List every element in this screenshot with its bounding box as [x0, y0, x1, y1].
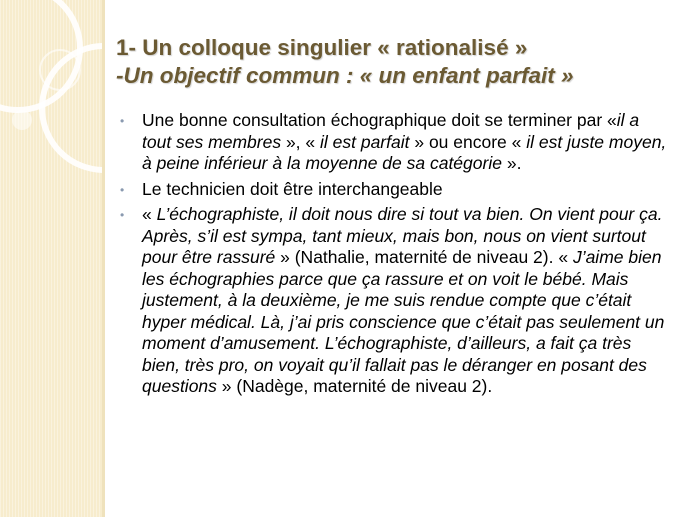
text-segment: « [142, 204, 157, 224]
text-segment: » ou encore « [409, 131, 527, 152]
bullet-dot-icon: • [120, 182, 125, 197]
bullet-text [142, 110, 666, 173]
bullet-item [118, 179, 670, 201]
text-segment: » (Nadège, maternité de niveau 2). [216, 376, 493, 396]
decorative-circles [0, 0, 102, 517]
title-line-1: 1- Un colloque singulier « rationalisé » [116, 35, 528, 60]
slide-title [116, 34, 676, 90]
text-segment: Une bonne consultation échographique doit se terminer par « [142, 110, 617, 130]
bullet-dot-icon: • [120, 114, 125, 128]
italic-quote: il a tout ses membres [142, 110, 640, 152]
bullet-list [118, 110, 670, 402]
decorative-left-band [0, 0, 102, 517]
bullet-text [142, 179, 443, 199]
bullet-item [118, 204, 670, 398]
title-line-2: -Un objectif commun : « un enfant parfait » [116, 63, 574, 88]
bullet-dot-icon: • [120, 208, 125, 222]
text-segment: Le technicien doit être interchangeable [142, 178, 443, 199]
band-edge [102, 0, 105, 517]
bullet-item [118, 110, 670, 175]
italic-quote: J’aime bien les échographies parce que ça rassure et on voit le bébé. Mais justement, à la deuxième, je me suis rendue compte que c’était hyper médical. Là, j’ai pris conscience que c’était pas seulement un moment d’amusement. L’échographiste, d’ailleurs, a fait ça très bien, très pro, on voyait qu’il fallait pas le déranger en posant des questions [142, 247, 665, 396]
italic-quote: L’échographiste, il doit nous dire si tout va bien. On vient pour ça. Après, s’il est sympa, tant mieux, mais bon, nous on vient surtout pour être rassuré [142, 204, 663, 267]
text-segment: » (Nathalie, maternité de niveau 2). « [275, 247, 573, 267]
text-segment: », « [281, 131, 320, 152]
text-segment: ». [501, 153, 522, 173]
italic-quote: il est parfait [320, 131, 410, 152]
bullet-text [142, 204, 664, 396]
italic-quote: il est juste moyen, à peine inférieur à la moyenne de sa catégorie [142, 131, 667, 173]
